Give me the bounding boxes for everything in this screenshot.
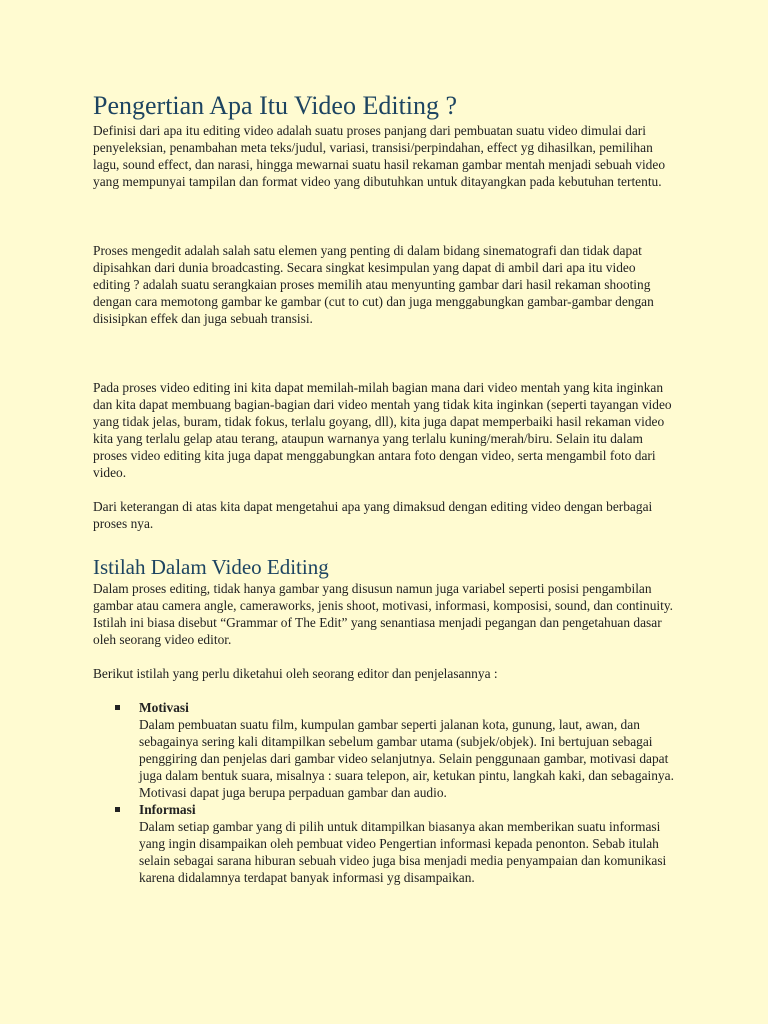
document-content xyxy=(93,88,676,886)
term-title: Informasi xyxy=(139,802,196,817)
term-title: Motivasi xyxy=(139,700,189,715)
terms-list xyxy=(93,699,676,886)
section-heading: Istilah Dalam Video Editing xyxy=(93,555,329,579)
paragraph-definition: Definisi dari apa itu editing video adalah suatu proses panjang dari pembuatan suatu video dimulai dari penyeleksian, penambahan meta teks/judul, variasi, transisi/perpindahan, effect yg dihasilkan, pemilihan lagu, sound effect, dan narasi, hingga mewarnai suatu hasil rekaman gambar mentah menjadi sebuah video yang mempunyai tampilan dan format video yang dibutuhkan untuk ditayangkan pada kebutuhan tertentu. xyxy=(93,123,666,189)
page-title: Pengertian Apa Itu Video Editing ? xyxy=(93,91,458,120)
document-page xyxy=(88,88,676,930)
list-item xyxy=(93,801,676,886)
term-body: Dalam setiap gambar yang di pilih untuk ditampilkan biasanya akan memberikan suatu informasi yang ingin disampaikan oleh pembuat video Pengertian informasi kepada penonton. Sebab itulah selain sebagai sarana hiburan sebuah video juga bisa menjadi media penyampaian dan komunikasi karena didalamnya terdapat banyak informasi yg disampaikan. xyxy=(139,819,667,885)
spacer xyxy=(93,481,676,498)
paragraph-details: Pada proses video editing ini kita dapat memilah-milah bagian mana dari video mentah yang kita inginkan dan kita dapat membuang bagian-bagian dari video mentah yang tidak kita inginkan (seperti tayangan video yang tidak jelas, buram, tidak fokus, terlalu goyang, dll), kita juga dapat memperbaiki hasil rekaman video kita yang terlalu gelap atau terang, ataupun warnanya yang terlalu kuning/merah/biru. Selain itu dalam proses video editing kita juga dapat menggabungkan antara foto dengan video, serta mengambil foto dari video. xyxy=(93,380,672,480)
section-intro: Dalam proses editing, tidak hanya gambar yang disusun namun juga variabel seperti posisi pengambilan gambar atau camera angle, cameraworks, jenis shoot, motivasi, informasi, komposisi, sound, dan continuity. Istilah ini biasa disebut “Grammar of The Edit” yang senantiasa menjadi pegangan dan pengetahuan dasar oleh seorang video editor. xyxy=(93,581,674,647)
bullet-icon xyxy=(115,705,120,710)
section-lead: Berikut istilah yang perlu diketahui oleh seorang editor dan penjelasannya : xyxy=(93,666,498,681)
spacer xyxy=(93,648,676,665)
spacer xyxy=(93,190,676,242)
spacer xyxy=(93,327,676,379)
bullet-icon xyxy=(115,807,120,812)
term-body: Dalam pembuatan suatu film, kumpulan gambar seperti jalanan kota, gunung, laut, awan, dan sebagainya sering kali ditampilkan sebelum gambar utama (subjek/objek). Ini bertujuan sebagai penggiring dan penjelas dari gambar video selanjutnya. Selain penggunaan gambar, motivasi dapat juga dalam bentuk suara, misalnya : suara telepon, air, ketukan pintu, langkah kaki, dan sebagainya. Motivasi dapat juga berupa perpaduan gambar dan audio. xyxy=(139,717,674,800)
list-item xyxy=(93,699,676,801)
paragraph-process: Proses mengedit adalah salah satu elemen yang penting di dalam bidang sinematografi dan tidak dapat dipisahkan dari dunia broadcasting. Secara singkat kesimpulan yang dapat di ambil dari apa itu video editing ? adalah suatu serangkaian proses memilih atau menyunting gambar dari hasil rekaman shooting dengan cara memotong gambar ke gambar (cut to cut) dan juga menggabungkan gambar-gambar dengan disisipkan effek dan juga sebuah transisi. xyxy=(93,243,654,326)
paragraph-conclusion: Dari keterangan di atas kita dapat mengetahui apa yang dimaksud dengan editing video dengan berbagai proses nya. xyxy=(93,499,653,531)
